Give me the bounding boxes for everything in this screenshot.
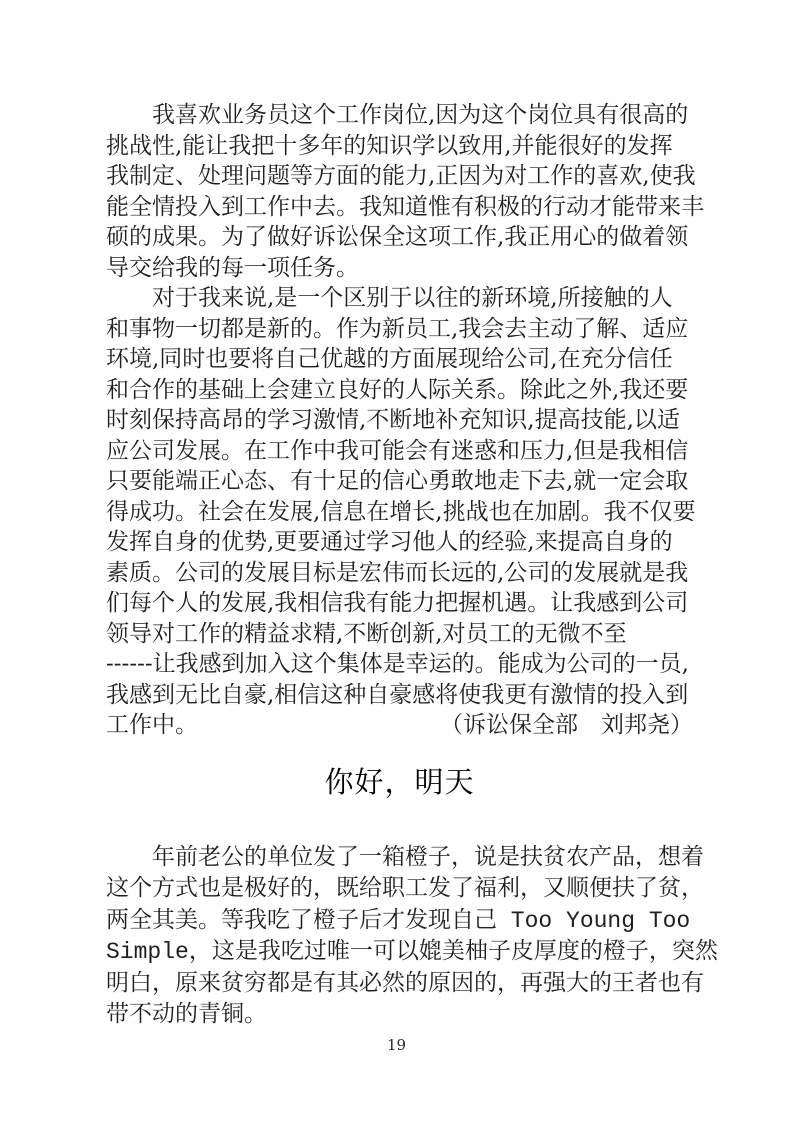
text-line: 只要能端正心态、有十足的信心勇敢地走下去,就一定会取: [106, 468, 689, 494]
paragraph-job-intro: [106, 100, 704, 283]
article-job-reflection: [106, 100, 704, 741]
text-line: 能全情投入到工作中去。我知道惟有积极的行动才能带来丰: [106, 193, 704, 220]
text-line: Simple，这是我吃过唯一可以媲美柚子皮厚度的橙子，突然: [106, 939, 718, 965]
paragraph-oranges: [106, 843, 718, 1032]
text-line: 这个方式也是极好的，既给职工发了福利，又顺便扶了贫，: [106, 876, 704, 902]
article-hello-tomorrow: [106, 843, 718, 1032]
text-line: 挑战性,能让我把十多年的知识学以致用,并能很好的发挥: [106, 132, 673, 159]
closing-text: 工作中。: [106, 712, 198, 738]
text-line: 发挥自身的优势,更要通过学习他人的经验,来提高自身的: [106, 529, 673, 555]
text-line: 两全其美。等我吃了橙子后才发现自己 Too Young Too: [106, 907, 691, 934]
text-line: 硕的成果。为了做好诉讼保全这项工作,我正用心的做着领: [106, 224, 689, 250]
text-line: 时刻保持高昂的学习激情,不断地补充知识,提高技能,以适: [106, 407, 680, 433]
page-content: [106, 100, 718, 1032]
text-line: 得成功。社会在发展,信息在增长,挑战也在加剧。我不仅要: [106, 498, 696, 525]
paragraph-new-environment: [106, 283, 696, 710]
text-line: 我制定、处理问题等方面的能力,正因为对工作的喜欢,使我: [106, 163, 696, 189]
text-line: 素质。公司的发展目标是宏伟而长远的,公司的发展就是我: [106, 559, 689, 586]
text-line: 对于我来说,是一个区别于以往的新环境,所接触的人: [152, 285, 673, 311]
text-line: ------让我感到加入这个集体是幸运的。能成为公司的一员,: [106, 651, 689, 677]
text-line: 领导对工作的精益求精,不断创新,对员工的无微不至: [106, 620, 627, 647]
text-line: 们每个人的发展,我相信我有能力把握机遇。让我感到公司: [106, 590, 689, 616]
text-line: 年前老公的单位发了一箱橙子，说是扶贫农产品，想着: [152, 844, 704, 871]
text-line: 环境,同时也要将自己优越的方面展现给公司,在充分信任: [106, 346, 673, 372]
text-line: 带不动的青铜。: [106, 1002, 267, 1028]
author-signature: （诉讼保全部 刘邦尧）: [440, 712, 693, 738]
text-line: 明白，原来贫穷都是有其必然的原因的，再强大的王者也有: [106, 970, 704, 997]
text-line: 我感到无比自豪,相信这种自豪感将使我更有激情的投入到: [106, 681, 689, 708]
text-line: 应公司发展。在工作中我可能会有迷惑和压力,但是我相信: [106, 437, 689, 464]
text-line: 我喜欢业务员这个工作岗位,因为这个岗位具有很高的: [152, 102, 689, 128]
closing-line: [106, 710, 693, 741]
text-line: 导交给我的每一项任务。: [106, 254, 359, 281]
page-number: 19: [386, 1036, 407, 1054]
article-title-hello-tomorrow: 你好，明天: [324, 764, 475, 799]
text-line: 和事物一切都是新的。作为新员工,我会去主动了解、适应: [106, 315, 689, 342]
text-line: 和合作的基础上会建立良好的人际关系。除此之外,我还要: [106, 376, 689, 403]
